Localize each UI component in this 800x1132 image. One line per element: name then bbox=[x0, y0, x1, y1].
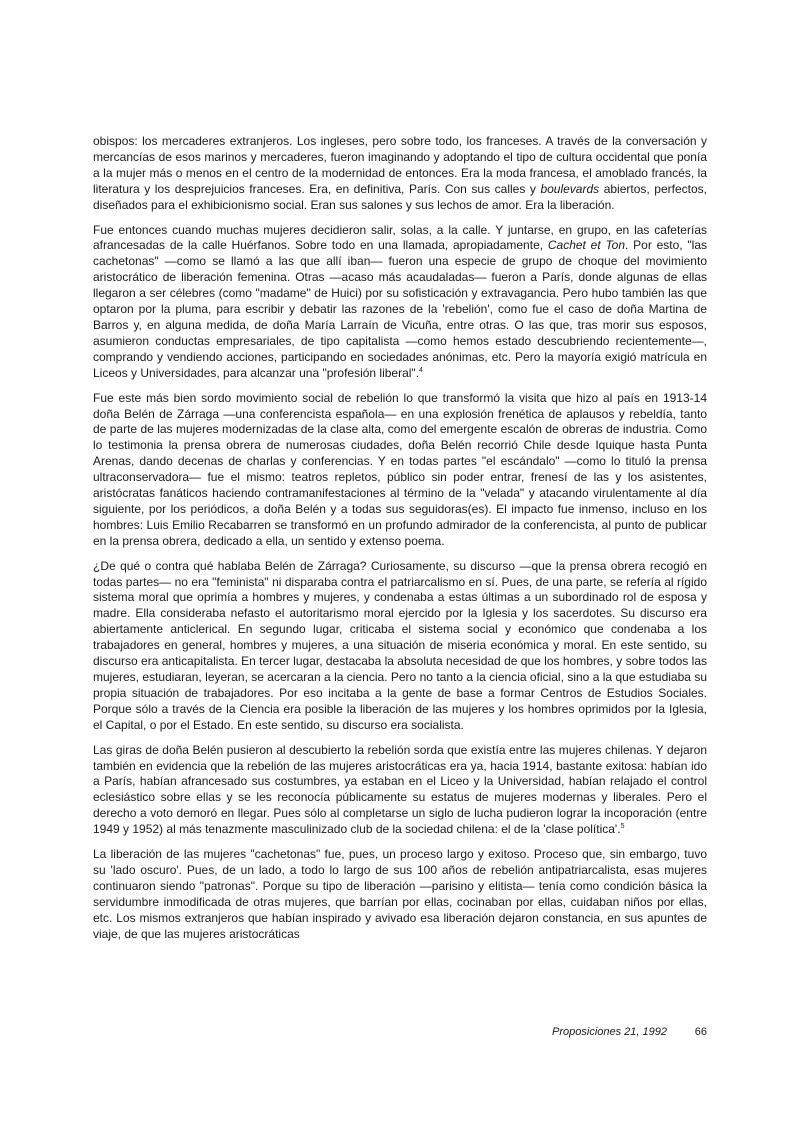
paragraph bbox=[93, 559, 707, 734]
text-run: . Por esto, "las cachetonas" —como se llamó a las que allí iban— fueron una especie de grupo de choque del movimiento aristocrático de liberación femenina. Otras —acaso más acaudaladas— fueron a París, donde algunas de ellas llegaron a ser célebres (como "madame" de Huici) por su sofisticación y extravagancia. Pero hubo también las que optaron por la pluma, para escribir y debatir las razones de la 'rebelión', como fue el caso de doña Martina de Barros y, en alguna medida, de doña María Larraín de Vicuña, entre otras. O las que, tras morir sus esposos, asumieron conductas empresariales, de tipo capitalista —como hemos estado descubriendo recientemente—, comprando y vendiendo acciones, participando en sociedades anónimas, etc. Pero la mayoría exigió matrícula en Liceos y Universidades, para alcanzar una "profesión liberal". bbox=[93, 238, 707, 380]
page-number: 66 bbox=[694, 1026, 707, 1038]
text-run: Fue este más bien sordo movimiento social de rebelión lo que transformó la visita que hizo al país en 1913-14 doña Belén de Zárraga —una conferencista española— en una explosión frenética de aplausos y rebeldía, tanto de parte de las mujeres modernizadas de la clase alta, como del emergente escalón de obreras de industria. Como lo testimonia la prensa obrera de numerosas ciudades, doña Belén recorrió Chile desde Iquique hasta Punta Arenas, dando decenas de charlas y conferencias. Y en todas partes "el escándalo" —como lo tituló la prensa ultraconservadora— fue el mismo: teatros repletos, público sin poder entrar, frenesí de las y los asistentes, aristócratas fanáticos haciendo contramanifestaciones al término de la "velada" y atacando virulentamente al día siguiente, por los periódicos, a doña Belén y a todas sus seguidoras(es). El impacto fue inmenso, incluso en los hombres: Luis Emilio Recabarren se transformó en un profundo admirador de la conferencista, al punto de publicar en la prensa obrera, dedicado a ella, un sentido y extenso poema. bbox=[93, 390, 707, 548]
text-run: Las giras de doña Belén pusieron al descubierto la rebelión sorda que existía entre las mujeres chilenas. Y dejaron también en evidencia que la rebelión de las mujeres aristocráticas era ya, hacia 1914, bastante exitosa: habían ido a París, habían afrancesado sus costumbres, ya estaban en el Liceo y la Universidad, habían relajado el control eclesiástico sobre ellas y se les reconocía públicamente su estatus de mujeres modernas y liberales. Pero el derecho a voto demoró en llegar. Pues sólo al completarse un siglo de lucha pudieron lograr la incoporación (entre 1949 y 1952) al más tenazmente masculinizado club de la sociedad chilena: el de la 'clase política'. bbox=[93, 742, 707, 837]
text-run: La liberación de las mujeres "cachetonas" fue, pues, un proceso largo y exitoso. Proceso que, sin embargo, tuvo su 'lado oscuro'. Pues, de un lado, a todo lo largo de sus 100 años de rebelión antipatriarcalista, esas mujeres continuaron siendo "patronas". Porque su tipo de liberación —parisino y elitista— tenía como condición básica la servidumbre inmodificada de otras mujeres, que barrían por ellas, cocinaban por ellas, cuidaban niños por ellas, etc. Los mismos extranjeros que habían inspirado y avivado esa liberación dejaron constancia, en sus apuntes de viaje, de que las mujeres aristocráticas bbox=[93, 847, 707, 941]
text-run: Fue entonces cuando muchas mujeres decidieron salir, solas, a la calle. Y juntarse, en grupo, en las cafeterías afrancesadas de la calle Huérfanos. Sobre todo en una llamada, apropiadamente, bbox=[93, 222, 707, 253]
italic-text: boulevards bbox=[540, 181, 600, 196]
footnote-ref: 4 bbox=[419, 366, 423, 374]
text-run: obispos: los mercaderes extranjeros. Los ingleses, pero sobre todo, los franceses. A través de la conversación y mercancías de esos marinos y mercaderes, fueron imaginando y adoptando el tipo de cultura occidental que ponía a la mujer más o menos en el centro de la modernidad de entonces. Era la moda francesa, el amoblado francés, la literatura y los desprejuicios franceses. Era, en definitiva, París. Con sus calles y bbox=[93, 134, 707, 196]
body-text bbox=[93, 134, 707, 943]
paragraph bbox=[93, 743, 707, 838]
paragraph bbox=[93, 223, 707, 382]
footnote-ref: 5 bbox=[620, 823, 625, 831]
footer-source: Proposiciones 21, 1992 bbox=[552, 1026, 667, 1038]
text-run: ¿De qué o contra qué hablaba Belén de Zárraga? Curiosamente, su discurso —que la prensa obrera recogió en todas partes— no era "feminista" ni disparaba contra el patriarcalismo en sí. Pues, de una parte, se refería al rígido sistema moral que oprimía a hombres y mujeres, y condenaba a estas últimas a un subordinado rol de esposa y madre. Ella consideraba nefasto el autoritarismo moral ejercido por la Iglesia y los sacerdotes. Su discurso era abiertamente anticlerical. En segundo lugar, criticaba el sistema social y económico que condenaba a los trabajadores en general, hombres y mujeres, a una situación de miseria económica y moral. En este sentido, su discurso era anticapitalista. En tercer lugar, destacaba la absoluta necesidad de que los hombres, y sobre todos las mujeres, estudiaran, leyeran, se acercaran a la ciencia. Pero no tanto a la ciencia oficial, sino a la que estudiaba su propia situación de trabajadores. Por eso incitaba a la gente de base a formar Centros de Estudios Sociales. Porque sólo a través de la Ciencia era posible la liberación de las mujeres y los hombres oprimidos por la Iglesia, el Capital, o por el Estado. En este sentido, su discurso era socialista. bbox=[93, 558, 707, 732]
paragraph bbox=[93, 847, 707, 942]
paragraph bbox=[93, 391, 707, 550]
paragraph bbox=[93, 134, 707, 214]
text-run: abiertos, perfectos, diseñados para el exhibicionismo social. Eran sus salones y sus lechos de amor. Era la liberación. bbox=[93, 181, 707, 212]
italic-text: Cachet et Ton bbox=[547, 238, 626, 253]
